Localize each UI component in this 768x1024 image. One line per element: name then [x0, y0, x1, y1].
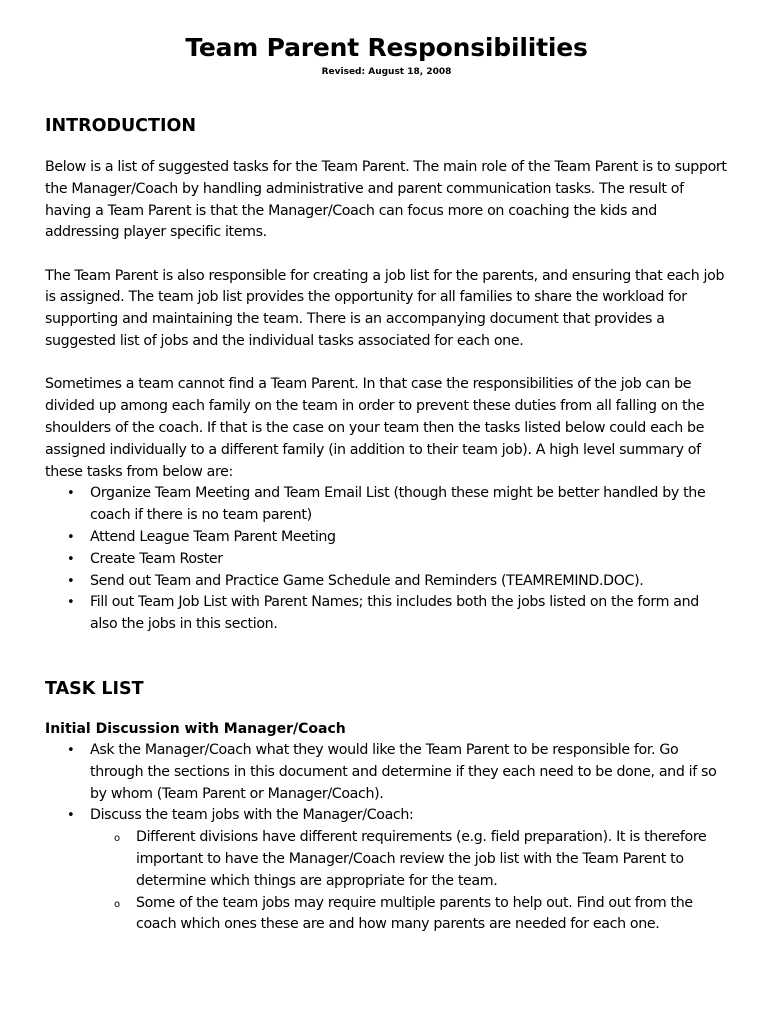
list-item-text: Fill out Team Job List with Parent Names; this includes both the jobs listed on the form and also the jobs in this section.: [90, 594, 699, 633]
list-item-text: Create Team Roster: [90, 550, 223, 567]
list-item: [45, 592, 728, 636]
list-item-text: Organize Team Meeting and Team Email List (though these might be better handled by the coach if there is no team parent): [90, 485, 706, 524]
sublist-item: [90, 827, 728, 892]
circle-bullet-icon: o: [114, 898, 120, 910]
bullet-icon: •: [67, 595, 75, 611]
list-item: [45, 805, 728, 936]
sublist-item-text: Different divisions have different requirements (e.g. field preparation). It is therefore important to have the Manager/Coach review the job list with the Team Parent to determine which things are appropriate for the team.: [136, 829, 707, 889]
bullet-icon: •: [67, 486, 75, 502]
task-list-heading: TASK LIST: [45, 678, 144, 699]
sublist-item: [90, 893, 728, 937]
list-item-text: Attend League Team Parent Meeting: [90, 528, 336, 545]
list-item: [45, 483, 728, 527]
list-item-text: Send out Team and Practice Game Schedule and Reminders (TEAMREMIND.DOC).: [90, 572, 644, 589]
bullet-icon: •: [67, 573, 75, 589]
bullet-icon: •: [67, 529, 75, 545]
sublist-item-text: Some of the team jobs may require multiple parents to help out. Find out from the coach which ones these are and how many parents are needed for each one.: [136, 894, 693, 933]
bullet-icon: •: [67, 808, 75, 824]
list-item: [45, 527, 728, 549]
introduction-paragraph: Below is a list of suggested tasks for the Team Parent. The main role of the Team Parent is to support the Manager/Coach by handling administrative and parent communication tasks. The result of having a Team Parent is that the Manager/Coach can focus more on coaching the kids and addressing player specific items.: [45, 159, 727, 241]
circle-bullet-icon: o: [114, 833, 120, 845]
revised-date: Revised: August 18, 2008: [321, 67, 452, 77]
list-item: [45, 571, 728, 593]
initial-discussion-subheading: Initial Discussion with Manager/Coach: [45, 720, 346, 737]
team-jobs-sublist: [90, 827, 728, 936]
introduction-heading: INTRODUCTION: [45, 116, 196, 136]
introduction-paragraph: Sometimes a team cannot find a Team Parent. In that case the responsibilities of the job can be divided up among each family on the team in order to prevent these duties from all falling on the shoulders of the coach. If that is the case on your team then the tasks listed below could each be assigned individually to a different family (in addition to their team job). A high level summary of these tasks from below are:: [45, 376, 705, 480]
list-item-text: Ask the Manager/Coach what they would like the Team Parent to be responsible for. Go through the sections in this document and determine if they each need to be done, and if so by whom (Team Parent or Manager/Coach).: [90, 741, 717, 802]
introduction-paragraph: The Team Parent is also responsible for creating a job list for the parents, and ensuring that each job is assigned. The team job list provides the opportunity for all families to share the workload for supporting and maintaining the team. There is an accompanying document that provides a suggested list of jobs and the individual tasks associated for each one.: [45, 267, 725, 350]
list-item: [45, 740, 728, 805]
list-item-text: Discuss the team jobs with the Manager/Coach:: [90, 807, 414, 824]
list-item: [45, 549, 728, 571]
bullet-icon: •: [67, 742, 75, 758]
bullet-icon: •: [67, 551, 75, 567]
initial-discussion-list: [45, 740, 728, 936]
document-title: Team Parent Responsibilities: [185, 33, 588, 62]
task-summary-list: [45, 483, 728, 636]
